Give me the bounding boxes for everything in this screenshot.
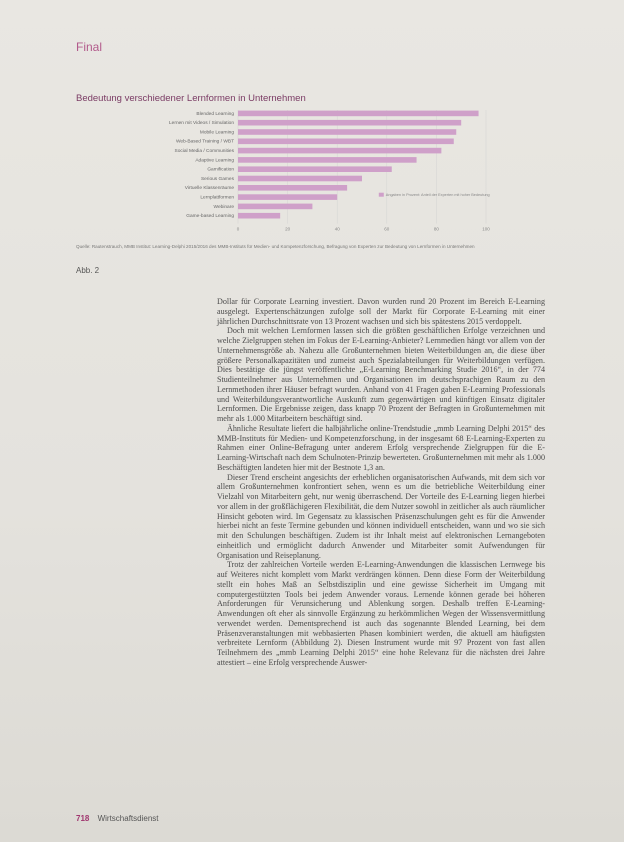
legend-swatch: [379, 193, 384, 197]
bar: [238, 148, 441, 154]
category-label: Mobile Learning: [199, 130, 234, 136]
paragraph: Trotz der zahlreichen Vorteile werden E-Learning-Anwendungen die klassischen Lernwege bis auf Weiteres nicht komplett vom Markt verdrängen können. Denn diese Form der Weiterbildung stellt ein hohes Maß an Selbstdisziplin und eine gewisse Sicherheit im Umgang mit computergestützten Tools bei jedem Anwender voraus. Lernende können gerade bei höheren Anforderungen für Verunsicherung und Ablenkung sorgen. Deshalb treffen E-Learning-Anwendungen oft eher als sinnvolle Ergänzung zu herkömmlichen Wegen der Wissensvermittlung verwendet werden. Dementsprechend ist auch das sogenannte Blended Learning, bei dem Präsenzveranstaltungen mit webbasierten Phasen kombiniert werden, die aktuell am häufigsten verbreitete Lernform (Abbildung 2). Diesen Instrument wurde mit 97 Prozent von fast allen Teilnehmern des „mmb Learning Delphi 2015“ eine hohe Relevanz für die nächsten drei Jahre attestiert – eine Erfolg versprechende Auswer-: [217, 560, 545, 667]
x-tick-label: 0: [236, 226, 240, 232]
bar: [238, 166, 392, 172]
bar-chart: [76, 108, 546, 248]
category-label: Social Media / Communities: [174, 149, 234, 154]
bar: [238, 213, 280, 219]
bar: [238, 185, 347, 191]
bar: [238, 176, 362, 182]
x-tick-label: 60: [384, 226, 390, 232]
category-label: Lernplattformen: [200, 195, 234, 201]
x-tick-label: 20: [285, 226, 291, 232]
bar: [238, 111, 479, 117]
category-label: Game-based Learning: [186, 214, 234, 220]
category-label: Blended Learning: [196, 111, 234, 117]
figure-source-note: Quelle: Rautenstrauch, MMB Institut: Learning-Delphi 2015/2016 des MMB-Instituts für Medien- und Kompetenzforschung, Befragung von Experten zur Bedeutung von Lernformen in Unternehmen: [76, 244, 475, 249]
bar: [238, 157, 417, 163]
journal-name: Wirtschaftsdienst: [97, 814, 159, 823]
category-label: Lernen mit Videos / Simulation: [169, 121, 234, 127]
bar: [238, 129, 456, 135]
figure-caption: Abb. 2: [76, 266, 100, 275]
category-label: Gamification: [207, 167, 234, 173]
figure-title: Bedeutung verschiedener Lernformen in Unternehmen: [76, 93, 306, 104]
paragraph: Ähnliche Resultate liefert die halbjährliche online-Trendstudie „mmb Learning Delphi 2015“ des MMB-Instituts für Medien- und Kompetenzforschung, in der insgesamt 68 E-Learning-Experten zu Rahmen einer Online-Befragung unter anderem Erfolg versprechende Zielgruppen für die E-Learning-Wirtschaft nach dem Schulnoten-Prinzip bewerteten. Großunternehmen mit mehr als 1.000 Beschäftigten landeten hier mit der Bestnote 1,3 an.: [217, 423, 545, 472]
section-label: Final: [76, 40, 103, 54]
category-label: Virtuelle Klassenräume: [184, 186, 234, 192]
bar: [238, 120, 461, 126]
bar: [238, 204, 312, 210]
bar: [238, 139, 454, 145]
page-footer: [76, 814, 159, 823]
paragraph: Dieser Trend erscheint angesichts der erheblichen organisatorischen Aufwands, mit dem sich vor allem Großunternehmen konfrontiert sehen, wenn es um die betriebliche Weiterbildung einer Vielzahl von Mitarbeitern geht, nur wenig überraschend. Der Vorteile des E-Learning liegen hierbei vor allem in der großflächigeren Flexibilität, die dem Nutzer sowohl in zeitlicher als auch räumlicher Hinsicht geboten wird. Im Gegensatz zu klassischen Präsenzschulungen geht es für die Anwender hierbei nicht an feste Termine gebunden und können individuell entscheiden, wann und wo sie sich mit den Schulungen beschäftigen. Zudem ist ihr Inhalt meist auf elektronischen Lernangeboten einheitlich und ermöglicht dadurch Anwender und Mitarbeiter somit Aufwendungen für Organisation und Reiseplanung.: [217, 472, 545, 560]
paragraph: Doch mit welchen Lernformen lassen sich die größten geschäftlichen Erfolge verzeichnen und welche Zielgruppen stehen im Fokus der E-Learning-Anbieter? Lernmedien hängt vor allem von der Unternehmensgröße ab. Nahezu alle Großunternehmen bieten Weiterbildungen an, die diese über größere Personalkapazitäten und zumeist auch Spezialabteilungen für Weiterbildungen verfügen. Dies bestätige die jüngst veröffentlichte „E-Learning Benchmarking Studie 2016“, in der 774 Studienteilnehmer aus Unternehmen und Organisationen im deutschsprachigen Raum zu den Lernmethoden ihrer Häuser befragt wurden. Anhand von 41 Fragen gaben E-Learning Professionals und Weiterbildungsverantwortliche Auskunft zum gegenwärtigen und künftigen Einsatz digitaler Lernformen. Die Ergebnisse zeigen, dass knapp 70 Prozent der Befragten in Großunternehmen mit mehr als 1.000 Mitarbeitern beschäftigt sind.: [217, 326, 545, 423]
category-label: Serious Games: [200, 176, 234, 182]
paragraph: Dollar für Corporate Learning investiert. Davon wurden rund 20 Prozent im Bereich E-Learning ausgelegt. Expertenschätzungen zufolge soll der Markt für Corporate E-Learning mit einer jährlichen Durchschnittsrate von 13 Prozent wachsen und sich bis spätestens 2015 verdoppelt.: [217, 297, 545, 326]
article-body: [217, 297, 545, 668]
category-label: Web-Based Training / WBT: [175, 139, 234, 145]
x-tick-label: 100: [482, 226, 490, 232]
x-tick-label: 40: [334, 226, 340, 232]
legend-label: Angaben in Prozent: Anteil der Experten mit hoher Bedeutung: [385, 193, 490, 198]
category-label: Adaptive Learning: [195, 158, 234, 164]
bar: [238, 194, 337, 200]
page-number: 718: [76, 814, 90, 823]
x-tick-label: 80: [433, 226, 439, 232]
category-label: Webinare: [213, 204, 234, 210]
